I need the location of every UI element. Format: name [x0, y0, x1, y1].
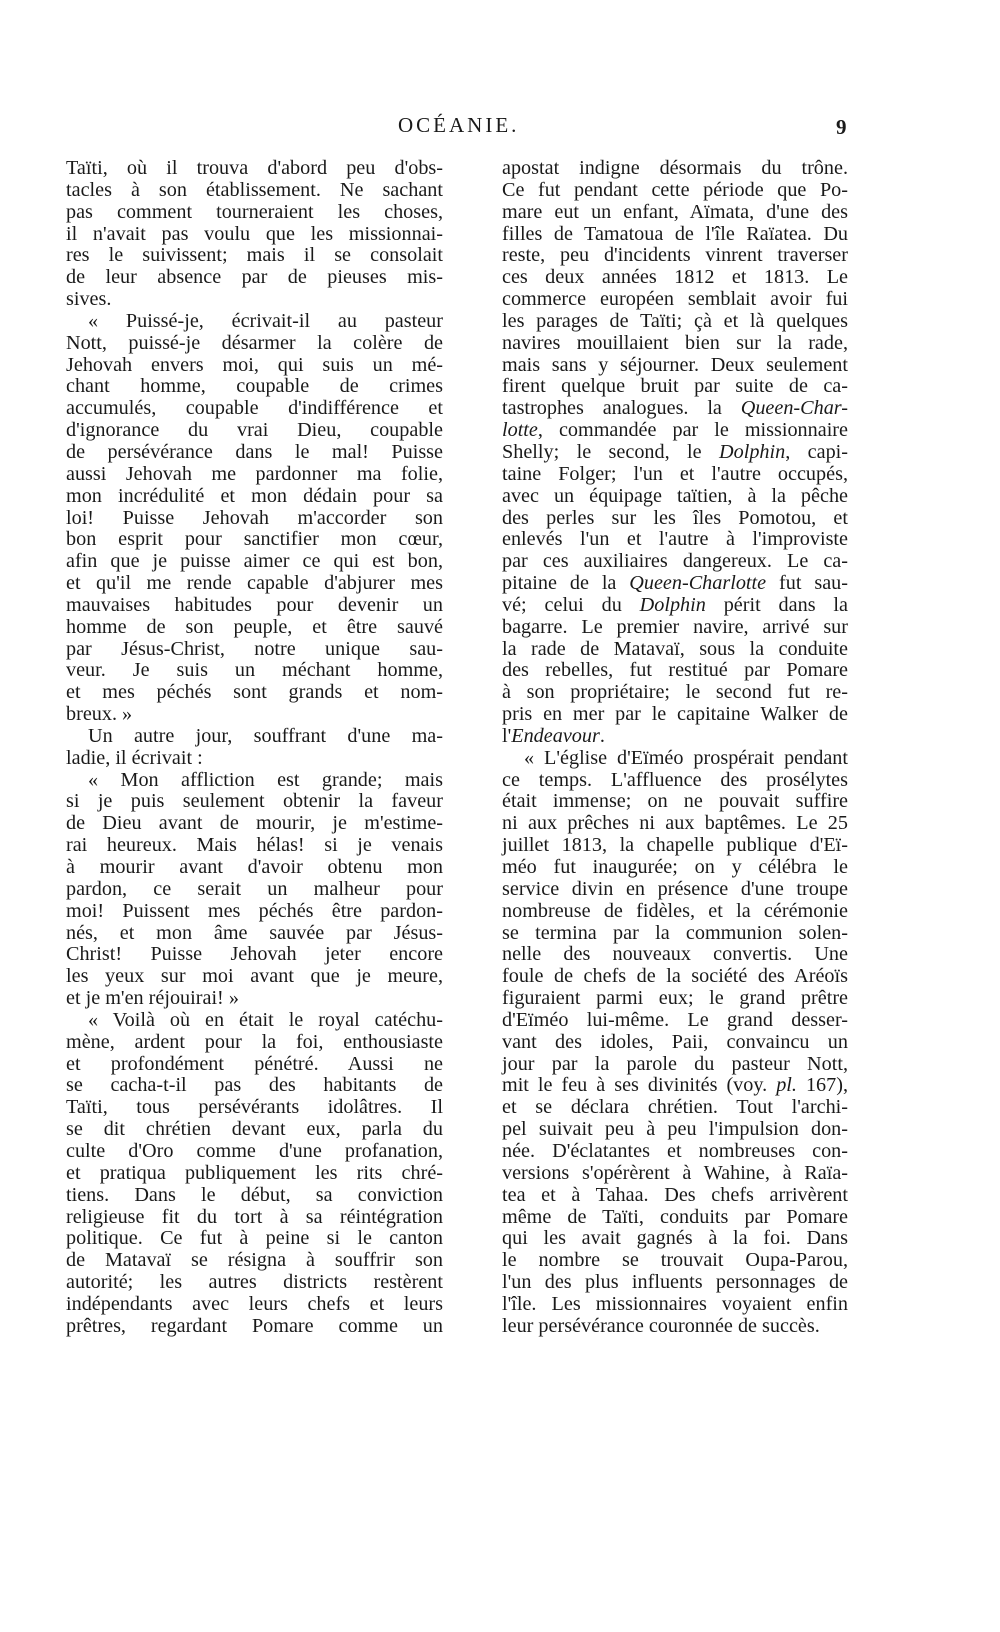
italic-ship-name: pl. [776, 1074, 797, 1097]
text-line: juillet 1813, la chapelle publique d'Eï- [502, 834, 848, 857]
text-line: rai heureux. Mais hélas! si je venais [66, 834, 443, 857]
text-line: tea et à Tahaa. Des chefs arrivèrent [502, 1183, 848, 1206]
text-line: nés, et mon âme sauvée par Jésus- [66, 921, 443, 944]
text-line: mauvaises habitudes pour devenir un [66, 593, 443, 616]
text-line: de Dieu avant de mourir, je m'estime- [66, 812, 443, 835]
text-line: tiens. Dans le début, sa conviction [66, 1183, 443, 1206]
left-text-column [66, 158, 443, 1338]
text-line [502, 595, 848, 617]
text-line: firent quelque bruit par suite de ca- [502, 375, 848, 398]
text-line: il n'avait pas voulu que les missionnai- [66, 222, 443, 245]
text-line: aussi Jehovah me pardonner ma folie, [66, 462, 443, 485]
text-line: les parages de Taïti; çà et là quelques [502, 309, 848, 332]
text-line: taine Folger; l'un et l'autre occupés, [502, 462, 848, 485]
text-line: pel suivait peu à peu l'impulsion don- [502, 1118, 848, 1141]
text-line: l'un des plus influents personnages de [502, 1271, 848, 1294]
text-line: apostat indigne désormais du trône. [502, 157, 848, 179]
text-segment: périt dans la [705, 593, 848, 616]
text-line [502, 1075, 848, 1097]
text-line: Taïti, où il trouva d'abord peu d'obs- [66, 157, 443, 179]
text-line: nelle des nouveaux convertis. Une [502, 943, 848, 966]
text-line: et pratiqua publiquement les rits chré- [66, 1161, 443, 1184]
text-line: par Jésus-Christ, notre unique sau- [66, 637, 443, 660]
text-line: versions s'opérèrent à Wahine, à Raïa- [502, 1161, 848, 1184]
text-line: mon incrédulité et mon dédain pour sa [66, 484, 443, 507]
text-segment: pitaine de la [502, 572, 630, 595]
text-line: les yeux sur moi avant que je meure, [66, 965, 443, 988]
text-line: mare eut un enfant, Aïmata, d'une des [502, 200, 848, 223]
text-line: afin que je puisse aimer ce qui est bon, [66, 550, 443, 573]
text-segment: , capi- [785, 440, 848, 463]
text-segment: . [599, 724, 605, 747]
text-line: de persévérance dans le mal! Puisse [66, 440, 443, 463]
text-line: était immense; on ne pouvait suffire [502, 790, 848, 813]
text-line: veur. Je suis un méchant homme, [66, 659, 443, 682]
text-line: « Mon affliction est grande; mais [88, 768, 443, 791]
text-line: à son propriétaire; le second fut re- [502, 681, 848, 704]
text-line: Nott, puissé-je désarmer la colère de [66, 331, 443, 354]
text-segment: mit le feu à ses divinités (voy. [502, 1074, 777, 1097]
text-line: « Voilà où en était le royal catéchu- [88, 1008, 443, 1031]
text-line: ce temps. L'affluence des prosélytes [502, 768, 848, 791]
text-line: des perles sur les îles Pomotou, et [502, 506, 848, 529]
text-segment: vé; celui du [502, 593, 640, 616]
text-line: loi! Puisse Jehovah m'accorder son [66, 506, 443, 529]
text-line: leur persévérance couronnée de succès. [502, 1314, 820, 1337]
text-line: se cacha-t-il pas des habitants de [66, 1074, 443, 1097]
text-line: la rade de Matavaï, sous la conduite [502, 637, 848, 660]
text-line: des rebelles, fut restitué par Pomare [502, 659, 848, 682]
italic-ship-name: Queen-Charlotte [629, 572, 767, 595]
text-line: Jehovah envers moi, qui suis un mé- [66, 353, 443, 376]
text-line: accumulés, coupable d'indifférence et [66, 397, 443, 420]
text-line: et qu'il me rende capable d'abjurer mes [66, 572, 443, 595]
text-line: mais sans y séjourner. Deux seulement [502, 353, 848, 376]
text-line: tacles à son établissement. Ne sachant [66, 178, 443, 201]
page-header [0, 113, 1000, 143]
italic-ship-name: lotte [502, 419, 538, 442]
text-line: d'Eïméo lui-même. Le grand desser- [502, 1008, 848, 1031]
text-line: service divin en présence d'une troupe [502, 877, 848, 900]
text-line: politique. Ce fut à peine si le canton [66, 1227, 443, 1250]
italic-ship-name: Dolphin [639, 593, 706, 616]
text-line: reste, peu d'incidents vinrent traverser [502, 244, 848, 267]
text-line: foule de chefs de la société des Aréoïs [502, 965, 848, 988]
text-line: bagarre. Le premier navire, arrivé sur [502, 615, 848, 638]
text-line: bon esprit pour sanctifier mon cœur, [66, 528, 443, 551]
text-line: ladie, il écrivait : [66, 746, 203, 769]
text-line: se termina par la communion solen- [502, 921, 848, 944]
text-line: jour par la parole du pasteur Nott, [502, 1052, 848, 1075]
text-line: et profondément pénétré. Aussi ne [66, 1052, 443, 1075]
text-line: figuraient parmi eux; le grand prêtre [502, 987, 848, 1010]
text-line: filles de Tamatoua de l'île Raïatea. Du [502, 222, 848, 245]
text-line [502, 398, 848, 420]
text-line: de leur absence par de pieuses mis- [66, 266, 443, 289]
text-line: pas comment tourneraient les choses, [66, 200, 443, 223]
text-line: Taïti, tous persévérants idolâtres. Il [66, 1096, 443, 1119]
text-line: méo fut inaugurée; on y célébra le [502, 856, 848, 878]
text-line: l'île. Les missionnaires voyaient enfin [502, 1292, 848, 1315]
text-segment: Shelly; le second, le [502, 440, 720, 463]
text-segment: fut sau- [766, 572, 848, 595]
text-line: commerce européen semblait avoir fui [502, 288, 848, 311]
text-line: nombreuse de fidèles, et la cérémonie [502, 899, 848, 922]
text-line: religieuse fit du tort à sa réintégration [66, 1205, 443, 1228]
text-line: res le suivissent; mais il se consolait [66, 244, 443, 267]
text-line: pardon, ce serait un malheur pour [66, 877, 443, 900]
text-line: prêtres, regardant Pomare comme un [66, 1314, 443, 1337]
text-line: pris en mer par le capitaine Walker de [502, 703, 848, 726]
text-line: breux. » [66, 703, 133, 726]
italic-ship-name: Endeavour [511, 724, 600, 747]
text-line: et je m'en réjouirai! » [66, 987, 239, 1010]
text-line: et se déclara chrétien. Tout l'archi- [502, 1096, 848, 1119]
text-line: née. D'éclatantes et nombreuses con- [502, 1139, 848, 1162]
text-line: Christ! Puisse Jehovah jeter encore [66, 943, 443, 966]
text-line: d'ignorance du vrai Dieu, coupable [66, 419, 443, 442]
right-text-column [502, 158, 848, 1338]
text-line: même de Taïti, conduits par Pomare [502, 1205, 848, 1228]
text-line [502, 442, 848, 464]
text-line: « L'église d'Eïméo prospérait pendant [524, 746, 848, 769]
text-line: mène, ardent pour la foi, enthousiaste [66, 1030, 443, 1053]
text-line: à mourir avant d'avoir obtenu mon [66, 856, 443, 878]
text-line [502, 573, 848, 595]
text-line: chant homme, coupable de crimes [66, 375, 443, 398]
text-line: de Matavaï se résigna à souffrir son [66, 1249, 443, 1272]
text-line: avec un équipage taïtien, à la pêche [502, 484, 848, 507]
text-line: indépendants avec leurs chefs et leurs [66, 1292, 443, 1315]
text-line: qui les avait gagnés à la foi. Dans [502, 1227, 848, 1250]
text-segment: tastrophes analogues. la [502, 397, 741, 420]
text-line: navires mouillaient bien sur la rade, [502, 331, 848, 354]
text-segment: , commandée par le missionnaire [537, 419, 848, 442]
text-line: vant des idoles, Paii, convaincu un [502, 1030, 848, 1053]
text-line: homme de son peuple, et être sauvé [66, 615, 443, 638]
text-line: culte d'Oro comme d'une profanation, [66, 1139, 443, 1162]
text-line [502, 726, 848, 748]
text-line: « Puissé-je, écrivait-il au pasteur [88, 309, 443, 332]
text-line: ces deux années 1812 et 1813. Le [502, 266, 848, 289]
text-line: autorité; les autres districts restèrent [66, 1271, 443, 1294]
italic-ship-name: Dolphin [719, 440, 786, 463]
text-line [502, 420, 848, 442]
text-segment: l' [502, 724, 512, 747]
text-line: moi! Puissent mes péchés être pardon- [66, 899, 443, 922]
running-title: OCÉANIE. [398, 113, 520, 137]
page-number: 9 [836, 115, 847, 139]
text-segment: 167), [796, 1074, 848, 1097]
text-line: si je puis seulement obtenir la faveur [66, 790, 443, 813]
text-line: le nombre se trouvait Oupa-Parou, [502, 1249, 848, 1272]
text-line: sives. [66, 288, 112, 311]
text-line: par ces auxiliaires dangereux. Le ca- [502, 550, 848, 573]
italic-ship-name: Queen-Char- [740, 397, 848, 420]
text-line: enlevés l'un et l'autre à l'improviste [502, 528, 848, 551]
text-line: Ce fut pendant cette période que Po- [502, 178, 848, 201]
text-line: et mes péchés sont grands et nom- [66, 681, 443, 704]
text-line: Un autre jour, souffrant d'une ma- [88, 724, 443, 747]
text-line: se dit chrétien devant eux, parla du [66, 1118, 443, 1141]
text-line: ni aux prêches ni aux baptêmes. Le 25 [502, 812, 848, 835]
